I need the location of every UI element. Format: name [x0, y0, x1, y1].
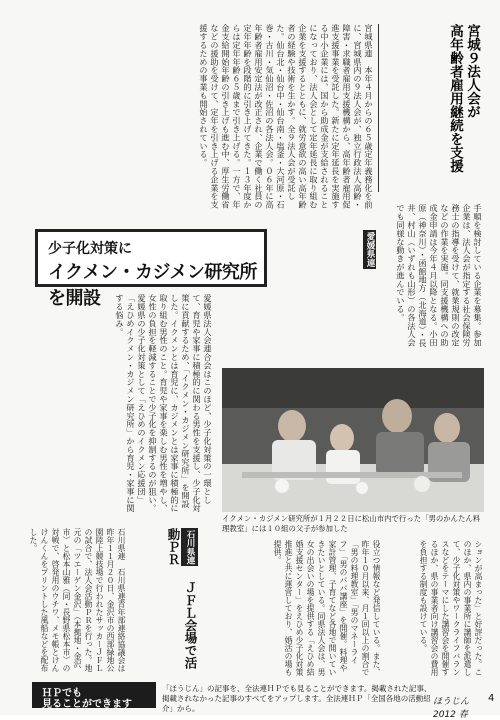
headline-miyagi-line1: 宮城９法人会が	[464, 24, 480, 119]
hp-notice-text: 「ほうじん」の記事を、全法連ＨＰでも見ることができます。掲載された記事、掲載されなかった記事のすべてをアップします。全法連ＨＰ「全国各地の活動紹介」から。	[162, 684, 432, 713]
headline-miyagi-line2: 高年齢者雇用継続を支援	[447, 24, 463, 173]
article-miyagi-body: 宮城県連 本年４月からの６５歳定年義務化を前に、宮城県内の９法人会が、独立行政法人高齢・障害・求職者雇用支援機構から、高年齢者雇用促進支援事業を受託した。新たに定年延長を実施する中小企業には、国から助成金が支給されることになっており、法人会として定年延長に取り組む企業を支援するとともに、就労意欲の高い高年齢者の経験や技術を生かす。全９法人会が受託した。仙台北・仙台中・仙台南・塩釜・大河原・石巻・古川・気仙沼・佐沼の各法人会。０６年に高年齢者雇用安定法が改正され、企業で働く社員の定年年齢を段階的に引き上げてきた。１３年度からは定年年齢６５歳まで引き上げる。一方で、年金支給開始年齢の引き上げも進む中、厚生労働省などの援助を受けて、定年を引き上げる企業を支援するための事業も開始されている。	[199, 24, 374, 209]
headline-ehime-line2: イクメン・カジメン研究所を開設	[48, 262, 257, 309]
hp-notice-bar	[32, 682, 156, 708]
article-miyagi-continued: 手順を検討している企業を募集。参加企業は、法人会が指定する社会保険労務士の指導を受けて、就業規則の改定などの作業を実施。同支援機構への助成金申請は今年４月以降となる。小田原（神奈川）・函館地方（北海道）・長井、村山（いずれも山形）の各法人会でも同様な動きが進んでいる。	[396, 204, 483, 347]
column-rule	[378, 24, 379, 192]
article-ehime-tag-block	[222, 230, 376, 360]
ishikawa-tag: 石川県連	[181, 528, 198, 566]
page-number: 4	[488, 693, 495, 704]
photo-caption: イクメン・カジメン研究所が１月２２日に松山市内で行った「男のかんたん料理教室」には１０組の父子が参加した	[222, 514, 481, 533]
article-ehime-right-end: ションが高まった」と好評だった。このほか、県内の事業所に講師を派遣して、少子化対策やワークライフバランスなどをテーマにした講習会を開催するほか、県の事業者向け講習会の費用を負担する制度も設けている。	[419, 540, 483, 676]
article-ishikawa-body: 石川県連 石川県連青年部連絡協議会は昨年１１月２０日、金沢市の西部緑地公園陸上競技場で行われたサッカーＪＦＬの試合で、法人会活動ＰＲを行った。地元の「ツエーゲン金沢」（本拠地・金沢市）と松本山雅（同・長野県松本市）の対戦で、啓発用のウチワ、メモ帳とけんけんくんをプリントした風船などを配布した。	[29, 528, 126, 672]
photo-illustration	[222, 368, 484, 512]
magazine-folio: ほうじん 2012 春	[433, 697, 479, 720]
ehime-tag: 愛媛県連	[365, 232, 375, 268]
article-ehime-body: 愛媛県法人会連合会はこのほど、少子化対策の一環として、育児や家事に積極的に関わる男性を支援し、少子化対策に貢献するため、「イクメン・カジメン研究所」を開設した。イクメンとは育児に、カジメンとは家事に積極的に取り組む男性のこと。育児や家事を楽しむ男性を増やし、女性の負担を軽減することで少子化を抑制するのが狙い。愛媛県の少子化対策として「えひめのイクメン応援団」「えひめイクメン・カジメン研究所」から育児・家事に関する悩み。	[115, 294, 213, 513]
hp-notice-line2: 見ることができます	[42, 699, 132, 710]
hp-notice-line1: ＨＰでも	[42, 688, 82, 699]
cooking-class-photo	[222, 368, 484, 512]
headline-miyagi	[382, 24, 480, 194]
headline-ishikawa	[130, 528, 198, 676]
headline-ishikawa-title: ＪＦＬ会場で活動ＰＲ	[166, 528, 198, 669]
article-ehime-continued: 役立つ情報など発信している。また、昨年１０月以来、月１回以上の割合で「男の料理教室」「男のマネーライフ」「男のパパ講座」を開催。料理や家計管理、子育てなど各地で開いていきたいとしている。同県法人会は、男女の出会いの場を提供する「えひめ結婚支援センター」をえひめ少子化対策推進と共に運営しており、婚活の場も提供。	[273, 540, 381, 676]
headline-ehime-line1: 少子化対策に	[48, 241, 132, 257]
